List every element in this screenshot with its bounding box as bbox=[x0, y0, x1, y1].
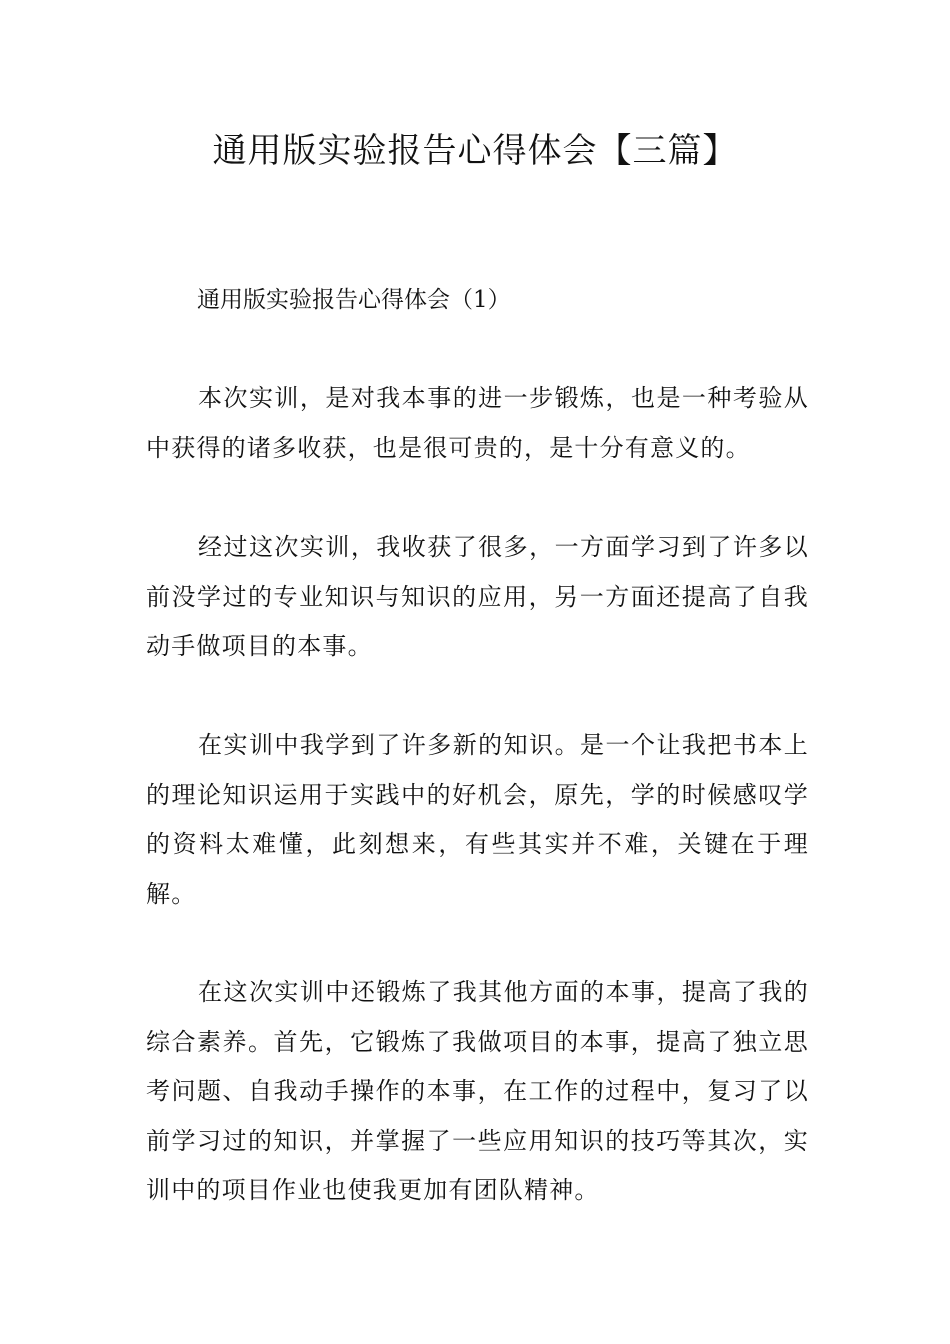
paragraph-2: 经过这次实训，我收获了很多，一方面学习到了许多以前没学过的专业知识与知识的应用，另一方面还提高了自我动手做项目的本事。 bbox=[146, 533, 809, 660]
paragraph-3: 在实训中我学到了许多新的知识。是一个让我把书本上的理论知识运用于实践中的好机会，原先，学的时候感叹学的资料太难懂，此刻想来，有些其实并不难，关键在于理解。 bbox=[146, 731, 809, 908]
paragraph-4: 在这次实训中还锻炼了我其他方面的本事，提高了我的综合素养。首先，它锻炼了我做项目的本事，提高了独立思考问题、自我动手操作的本事，在工作的过程中，复习了以前学习过的知识，并掌握了一些应用知识的技巧等其次，实训中的项目作业也使我更加有团队精神。 bbox=[146, 978, 809, 1204]
paragraph-1: 本次实训，是对我本事的进一步锻炼，也是一种考验从中获得的诸多收获，也是很可贵的，是十分有意义的。 bbox=[146, 384, 809, 462]
section-heading: 通用版实验报告心得体会（1） bbox=[197, 287, 511, 313]
document-title: 通用版实验报告心得体会【三篇】 bbox=[212, 131, 738, 171]
